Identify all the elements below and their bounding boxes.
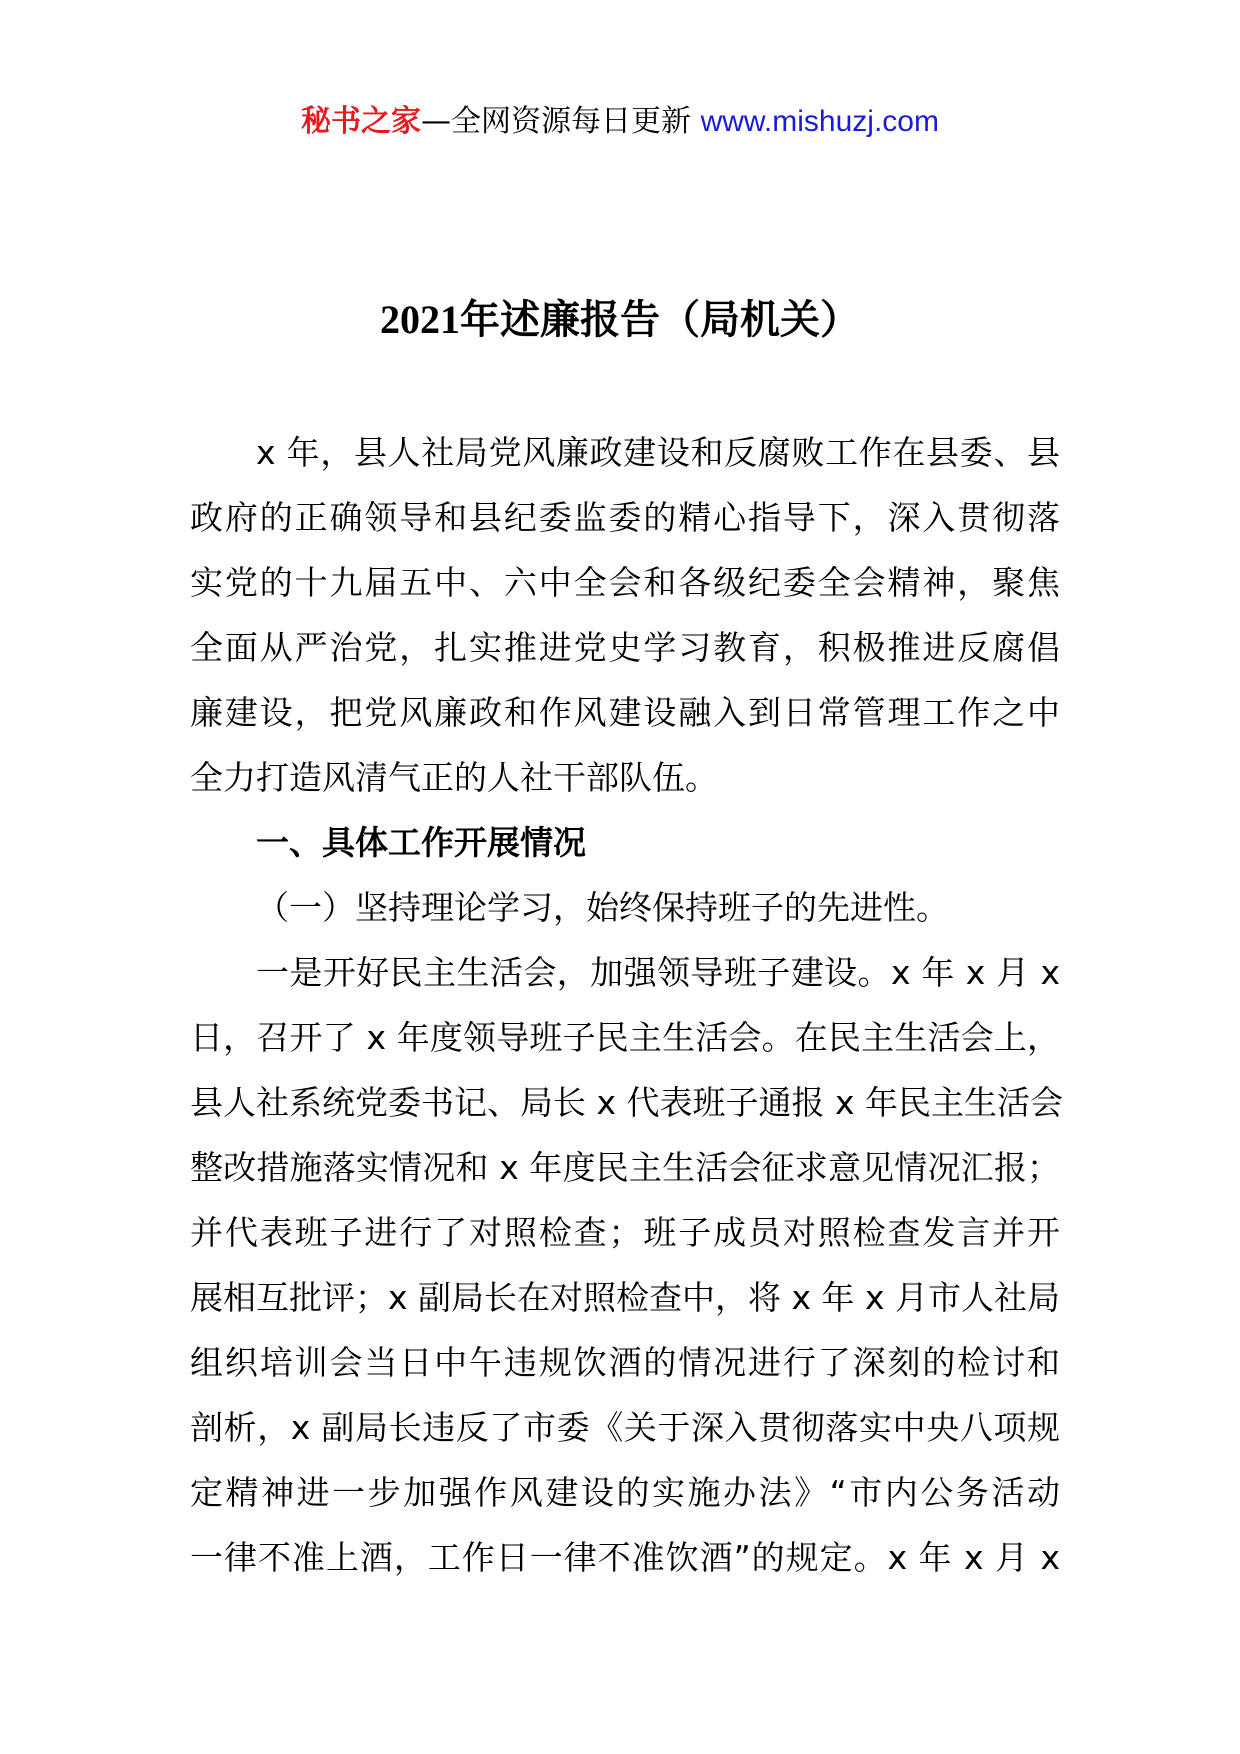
text-line: 一、具体工作开展情况 xyxy=(256,823,586,862)
text-line: 展相互批评；x 副局长在对照检查中，将 x 年 x 月市人社局 xyxy=(190,1278,1061,1317)
text-line: 组织培训会当日中午违规饮酒的情况进行了深刻的检讨和 xyxy=(190,1343,1060,1382)
text-line: 整改措施落实情况和 x 年度民主生活会征求意见情况汇报； xyxy=(190,1148,1060,1187)
text-line: 一律不准上酒，工作日一律不准饮酒”的规定。x 年 x 月 x xyxy=(190,1538,1060,1577)
brand-name: 秘书之家 xyxy=(301,104,422,139)
text-line: 一是开好民主生活会，加强领导班子建设。x 年 x 月 x xyxy=(256,953,1060,992)
document-body xyxy=(190,420,1064,1590)
site-header xyxy=(0,100,1240,144)
text-line: 廉建设，把党风廉政和作风建设融入到日常管理工作之中 xyxy=(190,693,1060,732)
text-line: 剖析，x 副局长违反了市委《关于深入贯彻落实中央八项规 xyxy=(190,1408,1060,1447)
text-line: 日，召开了 x 年度领导班子民主生活会。在民主生活会上， xyxy=(190,1018,1060,1057)
text-line: 定精神进一步加强作风建设的实施办法》“市内公务活动 xyxy=(190,1473,1060,1512)
text-line: 全面从严治党，扎实推进党史学习教育，积极推进反腐倡 xyxy=(190,628,1060,667)
title-year: 2021 xyxy=(380,297,460,342)
text-line: 全力打造风清气正的人社干部队伍。 xyxy=(190,758,718,797)
text-line: 政府的正确领导和县纪委监委的精心指导下，深入贯彻落 xyxy=(190,498,1060,537)
document-title xyxy=(0,290,1240,350)
text-line: x 年，县人社局党风廉政建设和反腐败工作在县委、县 xyxy=(256,433,1060,472)
text-line: 并代表班子进行了对照检查；班子成员对照检查发言并开 xyxy=(190,1213,1060,1252)
text-line: 实党的十九届五中、六中全会和各级纪委全会精神，聚焦 xyxy=(190,563,1060,602)
text-line: 县人社系统党委书记、局长 x 代表班子通报 x 年民主生活会 xyxy=(190,1083,1064,1122)
title-text: 年述廉报告（局机关） xyxy=(460,297,860,343)
header-tagline: —全网资源每日更新 xyxy=(421,104,692,139)
text-line: （一）坚持理论学习，始终保持班子的先进性。 xyxy=(256,888,949,927)
site-url-link[interactable]: www.mishuzj.com xyxy=(700,105,939,138)
